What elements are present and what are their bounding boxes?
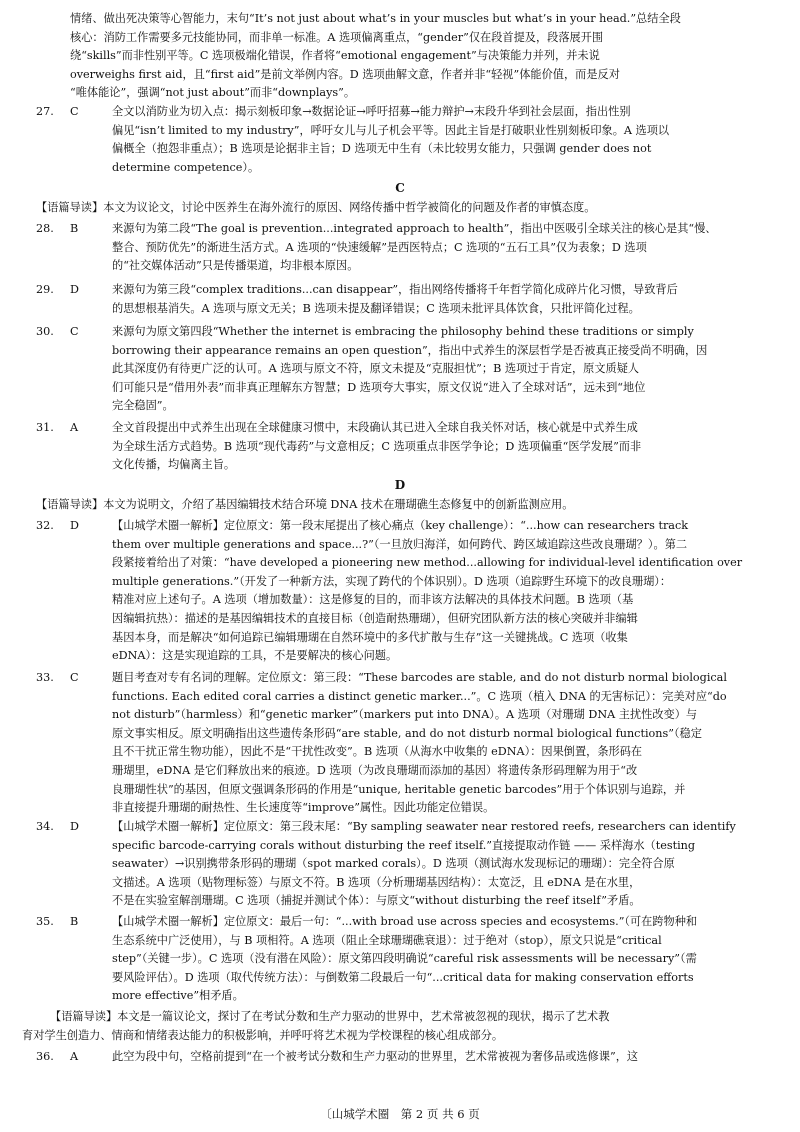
question-32 (36, 517, 770, 666)
question-number: 34. (36, 820, 54, 833)
explanation (112, 818, 770, 911)
question-answer: C (70, 671, 79, 684)
text-line: 来源句为第二段“The goal is prevention...integrated approach to health”，指出中医吸引全球关注的核心是其“慢、 (112, 222, 717, 235)
page-footer: 〔山城学术圈 第 2 页 共 6 页 (320, 1107, 480, 1121)
text-line: 情绪、做出死决策等心智能力，末句“It’s not just about what’s in your muscles but what’s in your head.”总结全段 (70, 12, 681, 25)
question-answer: A (70, 1050, 79, 1063)
text-line: 的“社交媒体活动”只是传播渠道，均非根本原因。 (112, 259, 359, 273)
text-line: 【山城学术圈一解析】定位原文：最后一句：“...with broad use across species and ecosystems.”（可在跨物种和 (112, 915, 698, 928)
text-line: 全文以消防业为切入点：揭示刻板印象→数据论证→呼吁招募→能力辩护→末段升华到社会层面，指出性别 (112, 105, 631, 118)
question-29 (36, 281, 770, 318)
text-line: functions. Each edited coral carries a distinct genetic marker...”。C 选项（植入 DNA 的无害标记）：完美对应“do (112, 689, 727, 703)
text-line: not disturb”（harmless）和“genetic marker”（markers put into DNA）。A 选项（对珊瑚 DNA 主扰性改变）与 (112, 708, 698, 722)
text-line: 【语篇导读】本文为议论文，讨论中医养生在海外流行的原因、网络传播中哲学被简化的问题及作者的审慎态度。 (36, 201, 596, 214)
question-number: 27. (36, 105, 54, 118)
question-35 (36, 913, 770, 1006)
text-line: 【语篇导读】本文为说明文，介绍了基因编辑技术结合环境 DNA 技术在珊瑚礁生态修复中的创新监测应用。 (36, 498, 574, 511)
text-line: 来源句为原文第四段“Whether the internet is embracing the philosophy behind these traditions or simply (112, 325, 694, 338)
explanation (112, 419, 770, 475)
question-answer: C (70, 325, 79, 338)
question-number: 32. (36, 519, 54, 532)
text-line: 珊瑚里，eDNA 是它们释放出来的痕迹。D 选项（为改良珊瑚而添加的基因）将遗传条形码理解为用于“改 (112, 763, 638, 777)
text-line: 良珊瑚性状”的基因，但原文强调条形码的作用是“unique, heritable genetic barcodes”用于个体识别与追踪，并 (112, 782, 686, 796)
text-line: 基因本身，而是解决“如何追踪已编辑珊瑚在自然环境中的多代扩散与生存”这一关键挑战。C 选项（收集 (112, 630, 628, 644)
text-line: multiple generations.”（开发了一种新方法，实现了跨代的个体识别）。D 选项（追踪野生环境下的改良珊瑚）： (112, 574, 672, 588)
text-line: 【语篇导读】本文是一篇议论文，探讨了在考试分数和生产力驱动的世界中，艺术常被忽视的现状，揭示了艺术教 (50, 1010, 610, 1023)
text-line: 文描述。A 选项（贴物理标签）与原文不符。B 选项（分析珊瑚基因结构）：太宽泛，且 eDNA 是在水里， (112, 875, 641, 889)
text-line: determine competence）。 (112, 160, 260, 174)
explanation (112, 1048, 770, 1067)
question-answer: B (70, 915, 79, 928)
question-answer: C (70, 105, 79, 118)
question-answer: D (70, 283, 79, 296)
text-line: 们可能只是“借用外表”而非真正理解东方智慧；D 选项夸大事实，原文仅说“进入了全球对话”，远未到“地位 (112, 380, 646, 394)
explanation (112, 103, 770, 177)
question-27 (36, 103, 770, 177)
question-28 (36, 220, 770, 276)
question-number: 28. (36, 222, 54, 235)
text-line: 偏见“isn’t limited to my industry”，呼吁女儿与儿子机会平等。因此主旨是打破职业性别刻板印象。A 选项以 (112, 123, 670, 137)
text-line: 来源句为第三段“complex traditions...can disappear”，指出网络传播将千年哲学简化成碎片化习惯，导致背后 (112, 283, 678, 296)
text-line: eDNA）：这是实现追踪的工具，不是要解决的核心问题。 (112, 649, 398, 663)
question-answer: A (70, 421, 79, 434)
explanation (112, 323, 770, 416)
question-31 (36, 419, 770, 475)
explanation (112, 669, 770, 818)
explanation (112, 220, 770, 276)
question-36 (36, 1048, 770, 1067)
text-line: 不是在实验室解剖珊瑚。C 选项（捕捉并测试个体）：与原文“without disturbing the reef itself”矛盾。 (112, 894, 641, 908)
text-line: 非直接提升珊瑚的耐热性、生长速度等“improve”属性。因此功能定位错误。 (112, 801, 495, 815)
text-line: 绕“skills”而非性别平等。C 选项极端化错误，作者将“emotional engagement”与决策能力并列，并未说 (70, 49, 600, 63)
text-line: 且不干扰正常生物功能），因此不是“干扰性改变”。B 选项（从海水中收集的 eDNA）：因果倒置，条形码在 (112, 745, 643, 759)
text-line: 此其深度仍有待更广泛的认可。A 选项与原文不符，原文未提及“克服担忧”；B 选项过于肯定，原文质疑人 (112, 362, 640, 376)
text-line: 完全稳固”。 (112, 399, 174, 413)
text-line: 整合、预防优先”的渐进生活方式。A 选项的“快速缓解”是西医特点；C 选项的“五石工具”仅为表象；D 选项 (112, 240, 647, 254)
text-line: step”（关键一步）。C 选项（没有潜在风险）：原文第四段明确说“careful risk assessments will be necessary”（需 (112, 952, 697, 966)
explanation (112, 281, 770, 318)
section-e-guide (22, 1008, 776, 1045)
question-number: 29. (36, 283, 54, 296)
text-line: 【山城学术圈一解析】定位原文：第三段末尾：“By sampling seawater near restored reefs, researchers can identify (112, 820, 736, 833)
text-line: more effective”相矛盾。 (112, 989, 244, 1003)
text-line: specific barcode-carrying corals without disturbing the reef itself.”直接提取动作链 —— 采样海水（testing (112, 838, 696, 852)
section-heading-d: D (394, 478, 406, 492)
text-line: borrowing their appearance remains an open question”，指出中式养生的深层哲学是否被真正接受尚不明确，因 (112, 343, 708, 357)
question-number: 30. (36, 325, 54, 338)
explanation (112, 913, 770, 1006)
text-line: 为全球生活方式趋势。B 选项“现代毒药”与文意相反；C 选项重点非医学争论；D 选项偏重“医学发展”而非 (112, 439, 642, 453)
section-c-guide (36, 199, 776, 218)
explanation (112, 517, 770, 666)
section-heading-c: C (395, 181, 405, 195)
text-line: 要风险评估）。D 选项（取代传统方法）：与倒数第二段最后一句“...critical data for making conservation efforts (112, 970, 694, 984)
question-33 (36, 669, 770, 818)
text-line: 精准对应上述句子。A 选项（增加数量）：这是修复的目的，而非该方法解决的具体技术问题。B 选项（基 (112, 593, 634, 607)
text-line: 生态系统中广泛使用），与 B 项相符。A 选项（阻止全球珊瑚礁衰退）：过于绝对（stop），原文只说是“critical (112, 933, 662, 947)
question-number: 35. (36, 915, 54, 928)
question-answer: B (70, 222, 79, 235)
text-line: 核心：消防工作需要多元技能协同，而非单一标准。A 选项偏离重点，“gender”仅在段首提及，段落展开围 (70, 30, 604, 44)
text-line: “唯体能论”，强调“not just about”而非“downplays”。 (70, 86, 356, 100)
question-answer: D (70, 820, 79, 833)
question-34 (36, 818, 770, 911)
text-line: them over multiple generations and space...?”（一旦放归海洋，如何跨代、跨区域追踪这些改良珊瑚？）。第二 (112, 537, 688, 551)
text-line: 原文事实相反。原文明确指出这些遗传条形码“are stable, and do not disturb normal biological functions”（稳定 (112, 726, 702, 740)
text-line: 偏概全（抱怨非重点）；B 选项是论据非主旨；D 选项无中生有（未比较男女能力，只强调 gender does not (112, 142, 652, 156)
text-line: seawater）→识别携带条形码的珊瑚（spot marked corals）。D 选项（测试海水发现标记的珊瑚）：完全符合原 (112, 857, 675, 871)
text-line: 育对学生创造力、情商和情绪表达能力的积极影响，并呼吁将艺术视为学校课程的核心组成部分。 (22, 1028, 504, 1042)
text-line: 段紧接着给出了对策：“have developed a pioneering new method...allowing for individual-level identification over (112, 556, 743, 570)
question-number: 33. (36, 671, 54, 684)
text-line: 【山城学术圈一解析】定位原文：第一段末尾提出了核心痛点（key challenge）：“...how can researchers track (112, 519, 689, 532)
text-line: 全文首段提出中式养生出现在全球健康习惯中，末段确认其已进入全球自我关怀对话，核心就是中式养生成 (112, 421, 638, 434)
text-line: 文化传播，均偏离主旨。 (112, 458, 236, 472)
text-line: 题目考查对专有名词的理解。定位原文：第三段：“These barcodes are stable, and do not disturb normal biological (112, 671, 727, 684)
question-30 (36, 323, 770, 416)
question-answer: D (70, 519, 79, 532)
question-number: 36. (36, 1050, 54, 1063)
text-line: 因编辑抗热）：描述的是基因编辑技术的直接目标（创造耐热珊瑚），但研究团队新方法的核心突破并非编辑 (112, 611, 638, 625)
question-number: 31. (36, 421, 54, 434)
section-d-guide (36, 496, 776, 515)
text-line: overweighs first aid，且“first aid”是前文举例内容。D 选项曲解文意，作者并非“轻视”体能价值，而是反对 (70, 67, 620, 81)
intro-paragraph (70, 10, 770, 103)
text-line: 此空为段中句，空格前提到“在一个被考试分数和生产力驱动的世界里，艺术常被视为奢侈品或选修课”，这 (112, 1050, 639, 1063)
text-line: 的思想根基消失。A 选项与原文无关；B 选项未提及翻译错误；C 选项未批评具体饮食，只批评简化过程。 (112, 301, 640, 315)
